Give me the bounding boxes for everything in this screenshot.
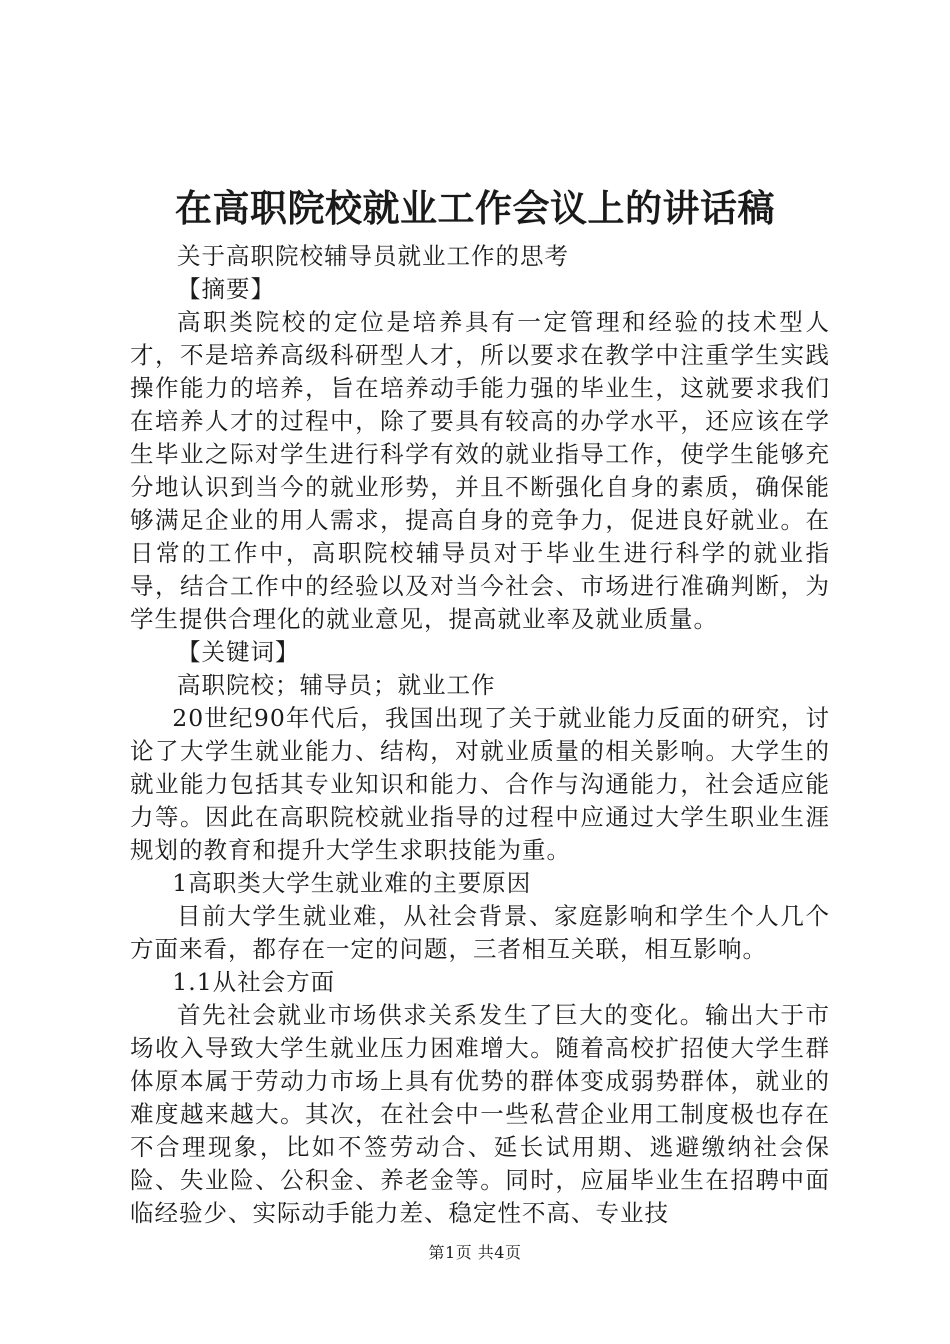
page-footer: 第1页 共4页 — [428, 1243, 522, 1262]
keywords-heading: 【关键词】 — [177, 638, 300, 666]
section-heading-1: 1高职类大学生就业难的主要原因 — [172, 869, 532, 897]
document-body — [130, 240, 830, 1230]
subtitle-paragraph: 关于高职院校辅导员就业工作的思考 — [177, 242, 569, 270]
section-heading-1-1: 1.1从社会方面 — [172, 968, 336, 996]
abstract-paragraph: 高职类院校的定位是培养具有一定管理和经验的技术型人才，不是培养高级科研型人才，所以要求在教学中注重学生实践操作能力的培养，旨在培养动手能力强的毕业生，这就要求我们在培养人才的过程中，除了要具有较高的办学水平，还应该在学生毕业之际对学生进行科学有效的就业指导工作，使学生能够充分地认识到当今的就业形势，并且不断强化自身的素质，确保能够满足企业的用人需求，提高自身的竞争力，促进良好就业。在日常的工作中，高职院校辅导员对于毕业生进行科学的就业指导，结合工作中的经验以及对当今社会、市场进行准确判断，为学生提供合理化的就业意见，提高就业率及就业质量。 — [130, 308, 830, 633]
intro-paragraph: 20世纪90年代后，我国出现了关于就业能力反面的研究，讨论了大学生就业能力、结构，对就业质量的相关影响。大学生的就业能力包括其专业知识和能力、合作与沟通能力，社会适应能力等。因此在高职院校就业指导的过程中应通过大学生职业生涯规划的教育和提升大学生求职技能为重。 — [130, 704, 830, 864]
keywords-paragraph: 高职院校；辅导员；就业工作 — [177, 671, 496, 699]
section-1-paragraph: 目前大学生就业难，从社会背景、家庭影响和学生个人几个方面来看，都存在一定的问题，三者相互关联，相互影响。 — [130, 902, 830, 963]
abstract-heading: 【摘要】 — [177, 275, 275, 303]
document-title: 在高职院校就业工作会议上的讲话稿 — [175, 186, 775, 230]
section-1-1-paragraph: 首先社会就业市场供求关系发生了巨大的变化。输出大于市场收入导致大学生就业压力困难增大。随着高校扩招使大学生群体原本属于劳动力市场上具有优势的群体变成弱势群体，就业的难度越来越大。其次，在社会中一些私营企业用工制度极也存在不合理现象，比如不签劳动合、延长试用期、逃避缴纳社会保险、失业险、公积金、养老金等。同时，应届毕业生在招聘中面临经验少、实际动手能力差、稳定性不高、专业技 — [130, 1001, 830, 1227]
